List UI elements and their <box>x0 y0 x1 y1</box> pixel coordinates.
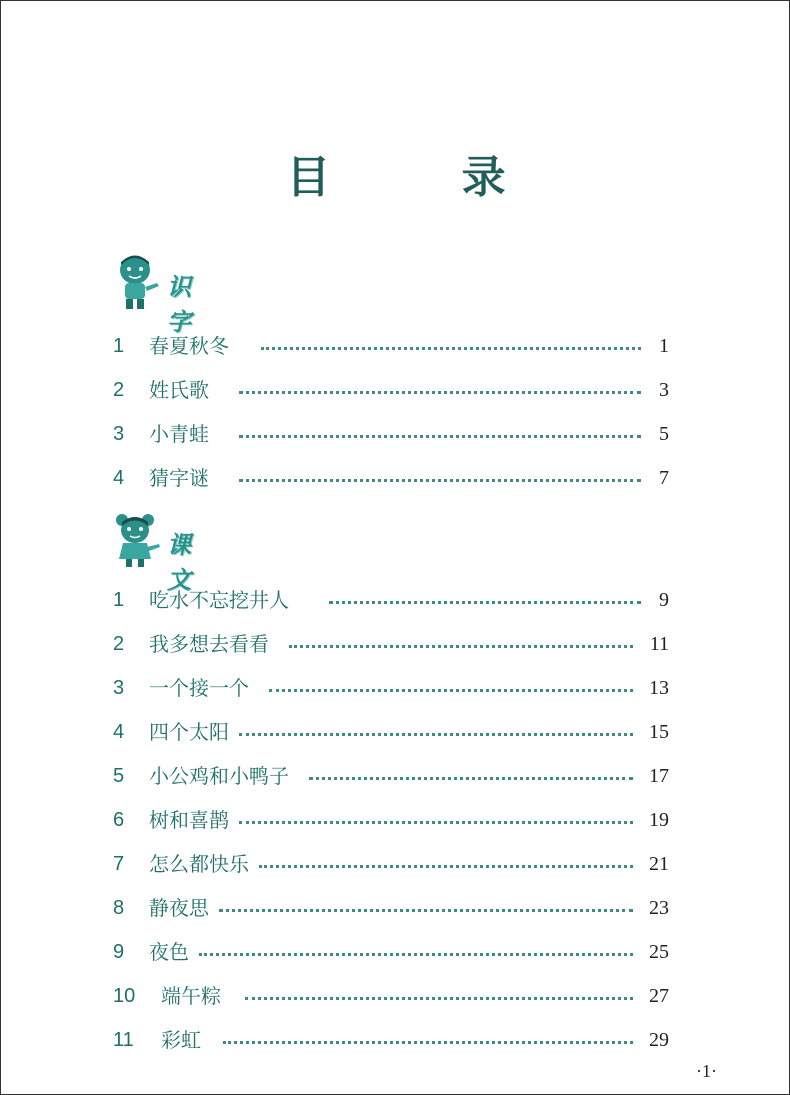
entry-number: 4 <box>113 467 125 489</box>
entry-number: 1 <box>113 335 125 357</box>
dot-leader <box>269 689 633 692</box>
entry-number: 11 <box>113 1029 134 1051</box>
entry-number: 7 <box>113 853 125 875</box>
entry-page: 1 <box>659 335 669 357</box>
toc-entry[interactable] <box>113 979 669 1013</box>
entry-page: 9 <box>659 589 669 611</box>
dot-leader <box>289 645 633 648</box>
entry-number: 10 <box>113 985 136 1007</box>
dot-leader <box>199 953 633 956</box>
toc-entry[interactable] <box>113 373 669 407</box>
entry-page: 3 <box>659 379 669 401</box>
dot-leader <box>223 1041 633 1044</box>
dot-leader <box>219 909 633 912</box>
entry-number: 8 <box>113 897 125 919</box>
dot-leader <box>239 435 641 438</box>
dot-leader <box>261 347 641 350</box>
entry-title: 春夏秋冬 <box>149 334 229 358</box>
toc-entry[interactable] <box>113 461 669 495</box>
entry-number: 9 <box>113 941 125 963</box>
dot-leader <box>239 391 641 394</box>
toc-entry[interactable] <box>113 627 669 661</box>
entry-page: 13 <box>649 677 669 699</box>
entry-page: 11 <box>649 633 669 655</box>
entry-title: 猜字谜 <box>149 466 209 490</box>
section-label: 识字 <box>167 273 191 336</box>
toc-entry[interactable] <box>113 803 669 837</box>
dot-leader <box>239 479 641 482</box>
entry-title: 姓氏歌 <box>149 378 209 402</box>
entry-page: 27 <box>649 985 669 1007</box>
entry-page: 5 <box>659 423 669 445</box>
dot-leader <box>309 777 633 780</box>
page-title: 目 录 <box>286 152 564 203</box>
toc-entry[interactable] <box>113 671 669 705</box>
entry-title: 彩虹 <box>161 1028 201 1052</box>
entry-page: 21 <box>649 853 669 875</box>
page-number: ·1· <box>696 1061 717 1081</box>
toc-entry[interactable] <box>113 417 669 451</box>
entry-number: 5 <box>113 765 125 787</box>
toc-entry[interactable] <box>113 935 669 969</box>
dot-leader <box>245 997 633 1000</box>
dot-leader <box>239 821 633 824</box>
entry-title: 夜色 <box>149 940 189 964</box>
entry-number: 4 <box>113 721 125 743</box>
entry-page: 29 <box>649 1029 669 1051</box>
entry-number: 1 <box>113 589 125 611</box>
entry-page: 17 <box>649 765 669 787</box>
entry-page: 23 <box>649 897 669 919</box>
toc-entry[interactable] <box>113 715 669 749</box>
toc-entry[interactable] <box>113 759 669 793</box>
entry-title: 端午粽 <box>161 984 221 1008</box>
section-label: 课文 <box>167 531 191 594</box>
entry-page: 25 <box>649 941 669 963</box>
entry-number: 2 <box>113 379 125 401</box>
entry-title: 一个接一个 <box>149 676 249 700</box>
entry-page: 19 <box>649 809 669 831</box>
entry-page: 15 <box>649 721 669 743</box>
entry-title: 小公鸡和小鸭子 <box>149 764 289 788</box>
entry-number: 3 <box>113 677 125 699</box>
toc-entry[interactable] <box>113 891 669 925</box>
toc-entry[interactable] <box>113 329 669 363</box>
entry-title: 小青蛙 <box>149 422 209 446</box>
entry-page: 7 <box>659 467 669 489</box>
entry-number: 2 <box>113 633 125 655</box>
toc-entry[interactable] <box>113 583 669 617</box>
entry-number: 6 <box>113 809 125 831</box>
toc-entry[interactable] <box>113 847 669 881</box>
girl-mascot-icon <box>113 511 165 569</box>
dot-leader <box>329 601 641 604</box>
entry-title: 静夜思 <box>149 896 209 920</box>
dot-leader <box>239 733 633 736</box>
entry-title: 怎么都快乐 <box>149 852 249 876</box>
toc-entry[interactable] <box>113 1023 669 1057</box>
entry-title: 我多想去看看 <box>149 632 269 656</box>
entry-title: 树和喜鹊 <box>149 808 229 832</box>
dot-leader <box>259 865 633 868</box>
entry-title: 四个太阳 <box>149 720 229 744</box>
boy-mascot-icon <box>113 253 165 311</box>
entry-title: 吃水不忘挖井人 <box>149 588 289 612</box>
entry-number: 3 <box>113 423 125 445</box>
